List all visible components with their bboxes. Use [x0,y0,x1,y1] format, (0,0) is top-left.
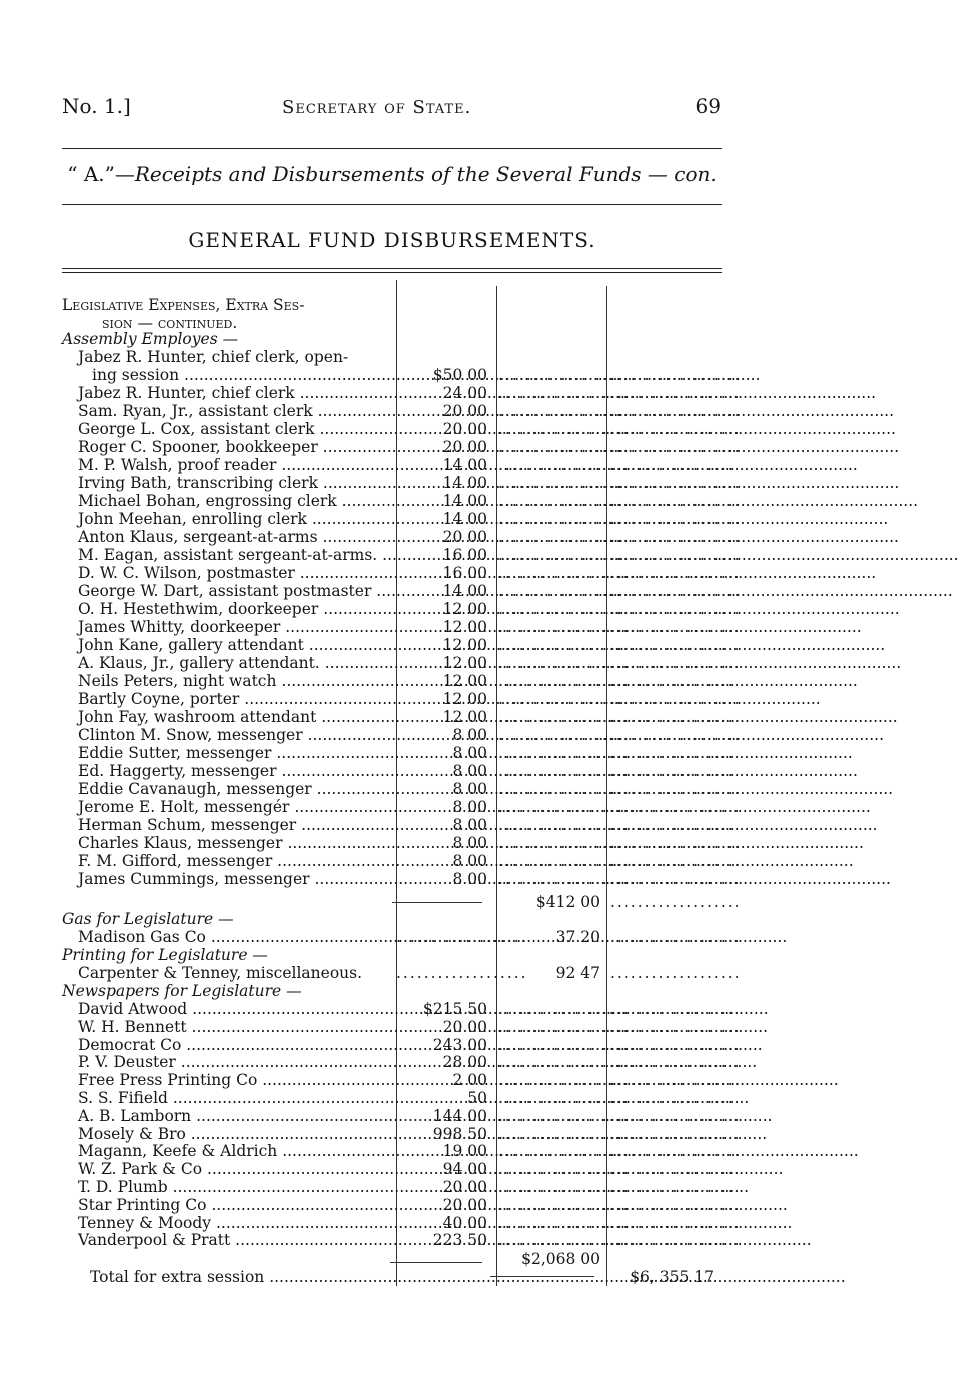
payment-amount: 8 00 [452,726,487,744]
payment-amount: 12 00 [442,618,487,636]
leader-dots: ................... [396,928,528,946]
table-row [62,456,742,474]
document-number: No. 1.] [62,94,131,118]
payee-name: T. D. Plumb ..... [78,1178,392,1196]
leader-dots: ................... [610,600,742,618]
leader-dots: ................... [610,1178,742,1196]
leader-dots: ................... [610,618,742,636]
payee-name: Vanderpool & Pratt ..... [78,1231,392,1249]
leader-dots: ................... [610,384,742,402]
payee-name: John Meehan, enrolling clerk ..... [78,510,392,528]
leader-dots: ................... [498,564,630,582]
leader-dots: ................... [498,1089,630,1107]
table-top-rule-1 [62,268,722,269]
leader-dots: ................... [498,582,630,600]
leader-dots: ................... [610,834,742,852]
section-heading-line2: sion — continued. [102,314,238,332]
printing-name: Carpenter & Tenney, miscellaneous. [78,964,363,982]
leader-dots: ................... [610,582,742,600]
payee-name: Free Press Printing Co ..... [78,1071,392,1089]
payee-name: Michael Bohan, engrossing clerk ..... [78,492,392,510]
payee-name: D. W. C. Wilson, postmaster ..... [78,564,392,582]
payee-name: James Cummings, messenger ..... [78,870,392,888]
leader-dots: ................... [498,384,630,402]
payee-name: W. H. Bennett ..... [78,1018,392,1036]
leader-dots: ................... [610,816,742,834]
payment-amount: 14 00 [442,492,487,510]
leader-dots: ................... [498,1195,630,1214]
leader-dots: ................... [610,762,742,780]
table-row [62,420,742,438]
payment-amount: 2 00 [452,1071,487,1090]
table-row [62,834,742,852]
payment-amount: 8 00 [452,816,487,834]
payee-name: Eddie Sutter, messenger ..... [78,744,392,762]
payment-amount: 8 00 [452,852,487,870]
leader-dots: ................... [498,618,630,636]
subtitle-rule [62,204,722,205]
payee-name: Bartly Coyne, porter ..... [78,690,392,708]
leader-dots: ................... [610,438,742,456]
leader-dots: ................... [498,1231,630,1250]
leader-dots: ................... [498,600,630,618]
assembly-subtotal: $412 00 [535,893,600,911]
table-row [62,744,742,762]
table-row [62,870,742,888]
assembly-heading: Assembly Employes — [62,330,239,348]
table-row [62,510,742,528]
payment-amount: 8 00 [452,762,487,780]
payment-amount: 40 00 [442,1213,487,1232]
table-row [62,1000,742,1018]
leader-dots: ................... [610,474,742,492]
assembly-first-line1: Jabez R. Hunter, chief clerk, open- [78,348,349,366]
payment-amount: 8 00 [452,834,487,852]
payee-name: P. V. Deuster ..... [78,1053,392,1071]
payment-amount: 243 00 [432,1035,487,1054]
leader-dots: ................... [498,1000,630,1018]
table-row [62,1035,742,1054]
payment-amount: 20 00 [442,1017,487,1036]
leader-dots: ................... [498,852,630,870]
table-row [62,1195,742,1214]
table-row [62,474,742,492]
payee-name: S. S. Fifield ..... [78,1089,392,1107]
assembly-subtotal-row [62,893,742,911]
payee-name: John Kane, gallery attendant ..... [78,636,392,654]
payee-name: Magann, Keefe & Aldrich ..... [78,1142,392,1160]
payment-amount: 223 50 [432,1231,487,1250]
leader-dots: ................... [610,366,742,384]
table-row [62,564,742,582]
payee-name: Neils Peters, night watch ..... [78,672,392,690]
table-row [62,726,742,744]
table-row [62,582,742,600]
table-row [62,636,742,654]
payee-name: John Fay, washroom attendant ..... [78,708,392,726]
leader-dots: ................... [610,564,742,582]
payment-amount: 8 00 [452,744,487,762]
payee-name: F. M. Gifford, messenger ..... [78,852,392,870]
table-row [62,384,742,402]
payee-name: James Whitty, doorkeeper ..... [78,618,392,636]
payment-amount: 14 00 [442,474,487,492]
leader-dots: ................... [498,474,630,492]
table-row [62,546,742,564]
payment-amount: 12 00 [442,708,487,726]
leader-dots: ................... [610,456,742,474]
table-row [62,708,742,726]
assembly-first-line2: ing session ..... [92,366,392,384]
leader-dots: ................... [498,1178,630,1196]
payee-name: A. Klaus, Jr., gallery attendant. ..... [78,654,392,672]
leader-dots: ................... [396,964,528,982]
leader-dots: ................... [498,870,630,888]
table-title: GENERAL FUND DISBURSEMENTS. [188,228,596,252]
payment-amount: 12 00 [442,672,487,690]
leader-dots: ................... [610,402,742,420]
payee-name: Anton Klaus, sergeant-at-arms ..... [78,528,392,546]
payee-name: W. Z. Park & Co ..... [78,1160,392,1178]
payment-amount: 144 00 [432,1106,487,1125]
leader-dots: ................... [498,420,630,438]
leader-dots: ................... [498,780,630,798]
table-row [62,366,742,384]
payment-amount: 8 00 [452,780,487,798]
table-row [62,1231,742,1250]
payee-name: David Atwood ..... [78,1000,392,1018]
leader-dots: ................... [610,1213,742,1232]
leader-dots: ................... [498,672,630,690]
leader-dots: ................... [610,726,742,744]
table-row [62,672,742,690]
leader-dots: ................... [610,528,742,546]
payment-amount: 20 00 [442,528,487,546]
table-row [62,492,742,510]
leader-dots: ................... [498,1071,630,1090]
table-row [62,1071,742,1090]
leader-dots: ................... [498,528,630,546]
leader-dots: ................... [610,870,742,888]
page-number: 69 [695,94,721,118]
payment-amount: 20 00 [442,420,487,438]
leader-dots: ................... [498,1142,630,1161]
leader-dots: ................... [498,402,630,420]
leader-dots: ................... [610,420,742,438]
total-row [62,1268,722,1286]
payee-name: Star Printing Co ..... [78,1196,392,1214]
payment-amount: 8 00 [452,870,487,888]
leader-dots: ................... [498,654,630,672]
payee-name: Tenney & Moody ..... [78,1214,392,1232]
leader-dots: ................... [610,852,742,870]
payee-name: Mosely & Bro ..... [78,1125,392,1143]
payee-name: Charles Klaus, messenger ..... [78,834,392,852]
table-top-rule-2 [62,272,722,273]
payee-name: Jabez R. Hunter, chief clerk ..... [78,384,392,402]
payee-name: Democrat Co ..... [78,1036,392,1054]
table-row [62,1213,742,1232]
payment-amount: 998 50 [432,1124,487,1143]
leader-dots: ................... [610,690,742,708]
payment-amount: 8 00 [452,798,487,816]
table-row [62,528,742,546]
leader-dots: ................... [498,834,630,852]
leader-dots: ................... [610,1053,742,1072]
leader-dots: ................... [610,1106,742,1125]
table-row [62,1089,742,1107]
table-row [62,402,742,420]
leader-dots: ................... [610,893,742,911]
newspapers-subtotal: $2,068 00 [521,1250,600,1268]
payment-amount: $215 50 [422,1000,487,1018]
subtitle-quote: “ A.”— [67,162,135,186]
table-row [62,1124,742,1143]
table-row [62,798,742,816]
payee-name: A. B. Lamborn ..... [78,1107,392,1125]
payment-amount: 12 00 [442,636,487,654]
payee-name: Herman Schum, messenger ..... [78,816,392,834]
table-row [62,438,742,456]
leader-dots: ................... [610,636,742,654]
leader-dots: ................... [498,1035,630,1054]
subtitle [62,162,722,186]
payee-name: M. Eagan, assistant sergeant-at-arms. ..... [78,546,392,564]
leader-dots: ................... [610,1195,742,1214]
leader-dots: ................... [610,672,742,690]
leader-dots: ................... [498,492,630,510]
leader-dots: ................... [498,744,630,762]
payment-amount: 20 00 [442,1195,487,1214]
gas-heading: Gas for Legislature — [62,910,234,928]
newspapers-heading: Newspapers for Legislature — [62,982,302,1000]
payee-name: M. P. Walsh, proof reader ..... [78,456,392,474]
leader-dots: ................... [610,964,742,982]
leader-dots: ................... [498,510,630,528]
table-row [62,690,742,708]
leader-dots: ................... [498,762,630,780]
payee-name: Ed. Haggerty, messenger ..... [78,762,392,780]
leader-dots: ................... [610,1142,742,1161]
leader-dots: ................... [610,1089,742,1107]
payment-amount: 50 [467,1089,487,1107]
leader-dots: ................... [498,366,630,384]
table-row [62,1053,742,1072]
leader-dots: ................... [610,1231,742,1250]
leader-dots: ................... [498,1106,630,1125]
leader-dots: ................... [498,546,630,564]
table-row [62,1142,742,1161]
leader-dots: ................... [610,928,742,946]
payee-name: George L. Cox, assistant clerk ..... [78,420,392,438]
table-row [62,816,742,834]
leader-dots: ................... [498,1213,630,1232]
leader-dots: ................... [498,690,630,708]
payment-amount: 16 00 [442,546,487,564]
payment-amount: 14 00 [442,582,487,600]
newspapers-subtotal-row [62,1250,722,1268]
payee-name: O. H. Hestethwim, doorkeeper ..... [78,600,392,618]
leader-dots: ................... [610,798,742,816]
leader-dots: ................... [498,798,630,816]
payee-name: Jerome E. Holt, messengér ..... [78,798,392,816]
payment-amount: 19 00 [442,1142,487,1161]
payee-name: George W. Dart, assistant postmaster ..... [78,582,392,600]
gas-name: Madison Gas Co ..... [78,928,392,946]
payee-name: Roger C. Spooner, bookkeeper ..... [78,438,392,456]
printing-heading: Printing for Legislature — [62,946,268,964]
leader-dots: ................... [498,1124,630,1143]
payment-amount: 14 00 [442,510,487,528]
payment-amount: 94 00 [442,1160,487,1179]
payment-amount: 14 00 [442,456,487,474]
section-heading-line1: Legislative Expenses, Extra Ses- [62,296,305,314]
table-row [62,852,742,870]
leader-dots: ................... [610,1000,742,1018]
payment-amount: 12 00 [442,690,487,708]
payment-amount: 12 00 [442,654,487,672]
payee-name: Clinton M. Snow, messenger ..... [78,726,392,744]
printing-row [62,964,742,982]
printing-amount: 92 47 [555,964,600,982]
leader-dots: ................... [610,510,742,528]
leader-dots: ................... [610,1124,742,1143]
leader-dots: ................... [610,1071,742,1090]
leader-dots: ................... [610,492,742,510]
table-row [62,1160,742,1179]
table-row [62,1017,742,1036]
leader-dots: ................... [498,708,630,726]
payment-amount: 12 00 [442,600,487,618]
total-label: Total for extra session ..... [90,1268,386,1286]
assembly-first-amount: $50 00 [432,366,487,384]
payment-amount: 16 00 [442,564,487,582]
payee-name: Sam. Ryan, Jr., assistant clerk ..... [78,402,392,420]
subtitle-text: Receipts and Disbursements of the Several Funds — con. [134,162,717,186]
leader-dots: ................... [498,438,630,456]
running-title: Secretary of State. [282,97,472,118]
gas-amount: 37 20 [555,928,600,946]
leader-dots: ................... [498,1053,630,1072]
table-row [62,762,742,780]
payment-amount: 28 00 [442,1053,487,1072]
table-row [62,600,742,618]
leader-dots: ................... [610,744,742,762]
payment-amount: 20 00 [442,438,487,456]
payee-name: Irving Bath, transcribing clerk ..... [78,474,392,492]
table-row [62,618,742,636]
leader-dots: ................... [498,1160,630,1179]
leader-dots: ................... [610,1017,742,1036]
payment-amount: 24 00 [442,384,487,402]
gas-row [62,928,742,946]
table-row [62,780,742,798]
table-row [62,1106,742,1125]
leader-dots: ................... [498,456,630,474]
leader-dots: ................... [498,726,630,744]
leader-dots: ................... [610,1035,742,1054]
leader-dots: ................... [610,1160,742,1179]
table-row [62,1178,742,1196]
leader-dots: ................... [498,816,630,834]
leader-dots: ................... [498,636,630,654]
leader-dots: ................... [498,1017,630,1036]
payee-name: Eddie Cavanaugh, messenger ..... [78,780,392,798]
total-amount: $6, 355 17 [630,1268,714,1286]
header-rule [62,148,722,149]
leader-dots: ................... [610,654,742,672]
leader-dots: ................... [610,780,742,798]
payment-amount: 20 00 [442,1178,487,1196]
table-row [62,654,742,672]
leader-dots: ................... [610,708,742,726]
leader-dots: ................... [610,546,742,564]
payment-amount: 20 00 [442,402,487,420]
